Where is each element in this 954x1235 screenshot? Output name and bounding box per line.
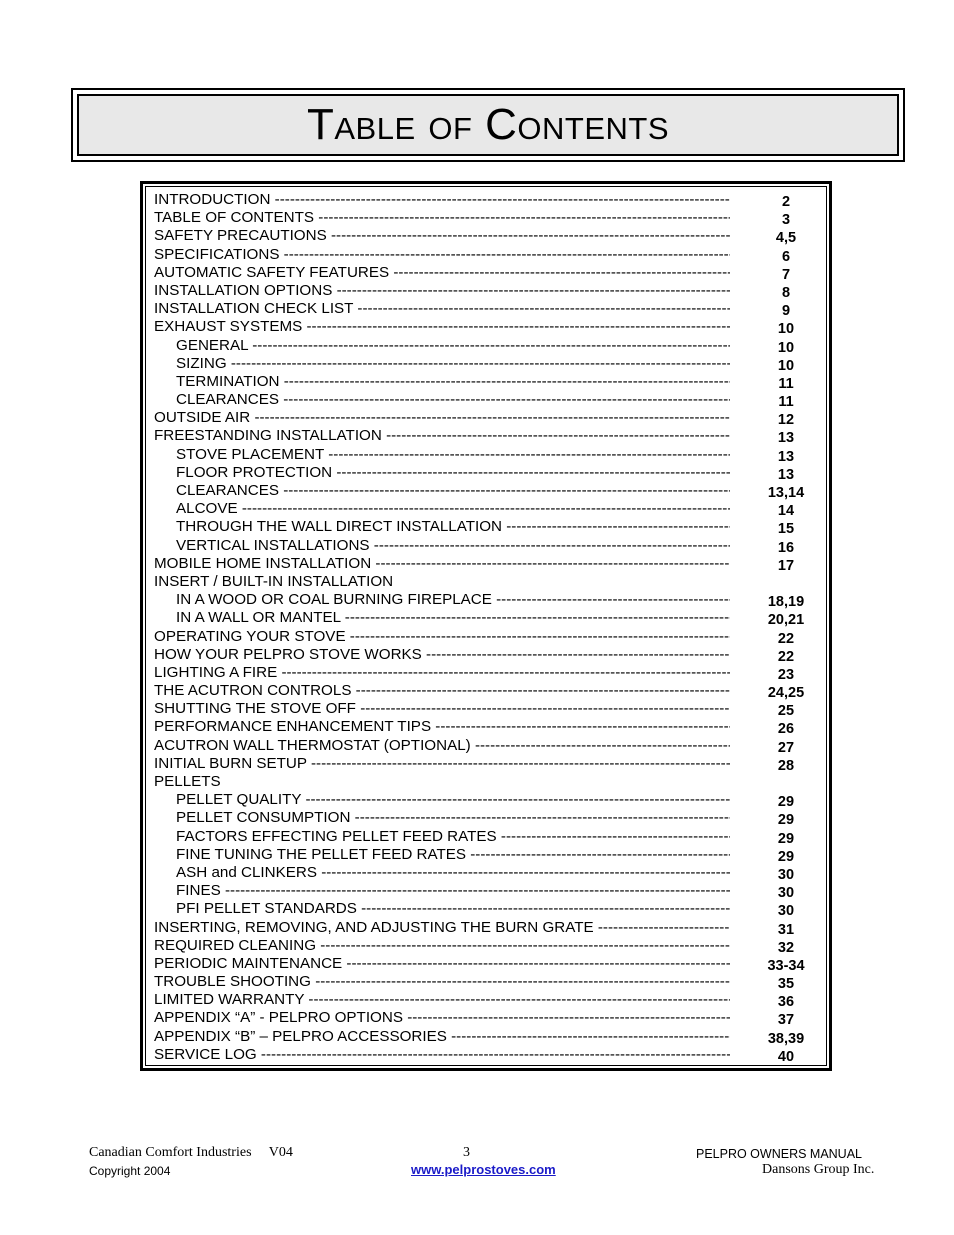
toc-entry-label: CLEARANCES ----- (176, 482, 730, 500)
toc-entry-page: 13 (777, 430, 795, 447)
toc-entry-label: OUTSIDE AIR ----- (154, 409, 730, 427)
toc-entry-page: 36 (777, 994, 795, 1011)
toc-entry-page: 12 (777, 412, 795, 429)
toc-entry-page: 30 (777, 885, 795, 902)
toc-entry-page: 35 (777, 976, 795, 993)
toc-entry[interactable] (154, 919, 826, 937)
toc-entry-page: 4,5 (775, 230, 797, 247)
toc-entry[interactable] (154, 1009, 826, 1027)
toc-entry-label: IN A WALL OR MANTEL ----- (176, 609, 730, 627)
toc-entry-label: PFI PELLET STANDARDS ----- (176, 900, 730, 918)
company-name: Canadian Comfort Industries (89, 1145, 252, 1160)
toc-entry[interactable] (154, 318, 826, 336)
toc-entry-label: INSERT / BUILT-IN INSTALLATION (154, 572, 394, 590)
toc-entry-page: 25 (777, 703, 795, 720)
toc-entry-page: 14 (777, 503, 795, 520)
toc-entry-label: APPENDIX “B” – PELPRO ACCESSORIES ----- (154, 1028, 730, 1046)
toc-entry-page: 32 (777, 939, 795, 956)
toc-entry-page: 22 (777, 630, 795, 647)
toc-entry-label: TROUBLE SHOOTING ----- (154, 973, 730, 991)
toc-entry-page: 38,39 (767, 1030, 805, 1047)
toc-entry-label: TABLE OF CONTENTS ----- (154, 209, 730, 227)
toc-entry-label: FLOOR PROTECTION ----- (176, 464, 730, 482)
title-box (71, 88, 905, 162)
toc-entry[interactable] (154, 446, 826, 464)
toc-entry-label: PELLET CONSUMPTION ----- (176, 809, 730, 827)
toc-entry-page: 29 (777, 794, 795, 811)
toc-entry-page: 30 (777, 903, 795, 920)
toc-entry[interactable] (154, 628, 826, 646)
toc-entry-page: 3 (781, 212, 791, 229)
toc-box-inner (145, 186, 827, 1066)
toc-entry-page: 29 (777, 848, 795, 865)
toc-entry-page: 29 (777, 830, 795, 847)
toc-entry[interactable] (154, 809, 826, 827)
toc-entry[interactable] (154, 664, 826, 682)
toc-entry[interactable] (154, 955, 826, 973)
toc-entry-page: 10 (777, 321, 795, 338)
toc-entry-page: 13 (777, 466, 795, 483)
toc-entry-page: 26 (777, 721, 795, 738)
toc-entry-page: 2 (781, 194, 791, 210)
toc-entry-label: SAFETY PRECAUTIONS ----- (154, 227, 730, 245)
toc-entry[interactable] (154, 282, 826, 300)
toc-entry[interactable] (154, 373, 826, 391)
toc-entry-label: INSTALLATION CHECK LIST ----- (154, 300, 730, 318)
toc-entry[interactable] (154, 555, 826, 573)
page-title: Table of Contents (306, 100, 670, 149)
footer-page-number: 3 (463, 1145, 470, 1160)
toc-entry-page: 6 (781, 248, 791, 265)
toc-entry-page: 40 (777, 1048, 795, 1065)
toc-entry[interactable] (154, 355, 826, 373)
toc-entry[interactable] (154, 209, 826, 227)
toc-entry-label: ACUTRON WALL THERMOSTAT (OPTIONAL) ----- (154, 737, 730, 755)
toc-entry-label: PERIODIC MAINTENANCE ----- (154, 955, 730, 973)
toc-entry-page: 13,14 (767, 485, 805, 501)
footer-company (89, 1145, 293, 1161)
footer-manual-name: PELPRO OWNERS MANUAL (696, 1147, 863, 1161)
toc-entry-page: 15 (777, 521, 795, 538)
toc-box (140, 181, 832, 1071)
toc-entry[interactable] (154, 718, 826, 736)
toc-entry-page: 16 (777, 539, 795, 556)
toc-entry-page: 22 (777, 648, 795, 665)
toc-entry-label: LIGHTING A FIRE ----- (154, 664, 730, 682)
toc-entry[interactable] (154, 846, 826, 864)
toc-entry-page: 17 (777, 557, 795, 574)
toc-entry[interactable] (154, 464, 826, 482)
toc-entry-page: 8 (781, 284, 791, 301)
toc-entry[interactable] (154, 700, 826, 718)
footer-copyright: Copyright 2004 (89, 1164, 171, 1178)
toc-entry-label: PELLET QUALITY ----- (176, 791, 730, 809)
toc-entry-label: CLEARANCES ----- (176, 391, 730, 409)
toc-entry-page: 10 (777, 357, 795, 374)
toc-entry-label: IN A WOOD OR COAL BURNING FIREPLACE ----- (176, 591, 730, 609)
toc-entry-label: PELLETS (154, 773, 221, 790)
toc-entry-label: INITIAL BURN SETUP ----- (154, 755, 730, 773)
toc-entry[interactable] (154, 937, 826, 955)
toc-entry-page: 11 (778, 394, 794, 411)
toc-entry-page: 24,25 (767, 685, 805, 702)
toc-entry[interactable] (154, 337, 826, 355)
toc-entry[interactable] (154, 991, 826, 1009)
toc-entry-label: ASH and CLINKERS ----- (176, 864, 730, 882)
toc-entry[interactable] (154, 264, 826, 282)
toc-entry[interactable] (154, 227, 826, 245)
toc-entry[interactable] (154, 609, 826, 627)
toc-entry[interactable] (154, 573, 826, 591)
toc-entry-label: SPECIFICATIONS ----- (154, 246, 730, 264)
toc-entry-label: FREESTANDING INSTALLATION ----- (154, 427, 730, 445)
footer-group: Dansons Group Inc. (762, 1162, 875, 1177)
toc-entry-label: FINES ----- (176, 882, 730, 900)
toc-entry-label: MOBILE HOME INSTALLATION ----- (154, 555, 730, 573)
toc-entry-label: FINE TUNING THE PELLET FEED RATES ----- (176, 846, 730, 864)
toc-entry-page: 7 (781, 266, 791, 283)
toc-entry[interactable] (154, 882, 826, 900)
toc-entry-page: 18,19 (767, 594, 805, 611)
toc-entry-label: STOVE PLACEMENT ----- (176, 446, 730, 464)
toc-entry-page: 29 (777, 812, 795, 829)
version-label: V04 (268, 1145, 293, 1160)
toc-entry-page: 27 (777, 739, 795, 756)
toc-entry[interactable] (154, 755, 826, 773)
toc-entry[interactable] (154, 300, 826, 318)
toc-entry[interactable] (154, 500, 826, 518)
toc-entry-label: PERFORMANCE ENHANCEMENT TIPS ----- (154, 718, 730, 736)
toc-entry-label: HOW YOUR PELPRO STOVE WORKS ----- (154, 646, 730, 664)
toc-entry-label: AUTOMATIC SAFETY FEATURES ----- (154, 264, 730, 282)
toc-entry-label: FACTORS EFFECTING PELLET FEED RATES ----- (176, 828, 730, 846)
toc-entry-label: THE ACUTRON CONTROLS ----- (154, 682, 730, 700)
toc-entry[interactable] (154, 1046, 826, 1064)
toc-entry[interactable] (154, 737, 826, 755)
toc-entry[interactable] (154, 391, 826, 409)
toc-entry-label: TERMINATION ----- (176, 373, 730, 391)
toc-entry-page: 30 (777, 866, 795, 883)
toc-entry[interactable] (154, 537, 826, 555)
toc-entry[interactable] (154, 828, 826, 846)
toc-entry[interactable] (154, 646, 826, 664)
toc-entry-page: 20,21 (767, 612, 805, 629)
toc-entry[interactable] (154, 864, 826, 882)
toc-entry[interactable] (154, 482, 826, 500)
toc-entry-page: 33-34 (767, 957, 805, 974)
toc-entry[interactable] (154, 900, 826, 918)
toc-list (154, 191, 826, 1064)
toc-entry-label: SERVICE LOG ----- (154, 1046, 730, 1064)
toc-entry-label: REQUIRED CLEANING ----- (154, 937, 730, 955)
toc-entry-page: 9 (781, 303, 791, 320)
toc-entry[interactable] (154, 591, 826, 609)
toc-entry[interactable] (154, 409, 826, 427)
toc-entry-page: 28 (777, 757, 795, 774)
toc-entry-page: 31 (777, 921, 795, 938)
toc-entry-page: 23 (777, 666, 795, 683)
toc-entry[interactable] (154, 1028, 826, 1046)
toc-entry-label: INSTALLATION OPTIONS ----- (154, 282, 730, 300)
toc-entry-label: INSERTING, REMOVING, AND ADJUSTING THE BURN GRATE ----- (154, 919, 730, 937)
toc-entry-label: ALCOVE ----- (176, 500, 730, 518)
toc-entry[interactable] (154, 246, 826, 264)
toc-entry-page: 13 (777, 448, 795, 465)
toc-entry-label: SHUTTING THE STOVE OFF ----- (154, 700, 730, 718)
toc-entry[interactable] (154, 791, 826, 809)
website-link[interactable]: www.pelprostoves.com (411, 1162, 556, 1177)
title-box-inner (77, 94, 899, 156)
toc-entry[interactable] (154, 773, 826, 791)
toc-entry-label: SIZING ----- (176, 355, 730, 373)
toc-entry-label: THROUGH THE WALL DIRECT INSTALLATION ----- (176, 518, 730, 536)
toc-entry[interactable] (154, 427, 826, 445)
toc-entry-label: VERTICAL INSTALLATIONS ----- (176, 537, 730, 555)
toc-entry[interactable] (154, 191, 826, 209)
toc-entry-label: INTRODUCTION ----- (154, 191, 730, 209)
toc-entry-label: LIMITED WARRANTY ----- (154, 991, 730, 1009)
toc-entry[interactable] (154, 518, 826, 536)
toc-entry-label: APPENDIX “A” - PELPRO OPTIONS ----- (154, 1009, 730, 1027)
toc-entry-page: 11 (778, 375, 794, 392)
toc-entry-label: EXHAUST SYSTEMS ----- (154, 318, 730, 336)
toc-entry[interactable] (154, 682, 826, 700)
toc-entry-label: OPERATING YOUR STOVE ----- (154, 628, 730, 646)
toc-entry-page: 10 (777, 339, 795, 356)
toc-entry-page: 37 (777, 1012, 795, 1029)
toc-entry[interactable] (154, 973, 826, 991)
toc-entry-label: GENERAL ----- (176, 337, 730, 355)
